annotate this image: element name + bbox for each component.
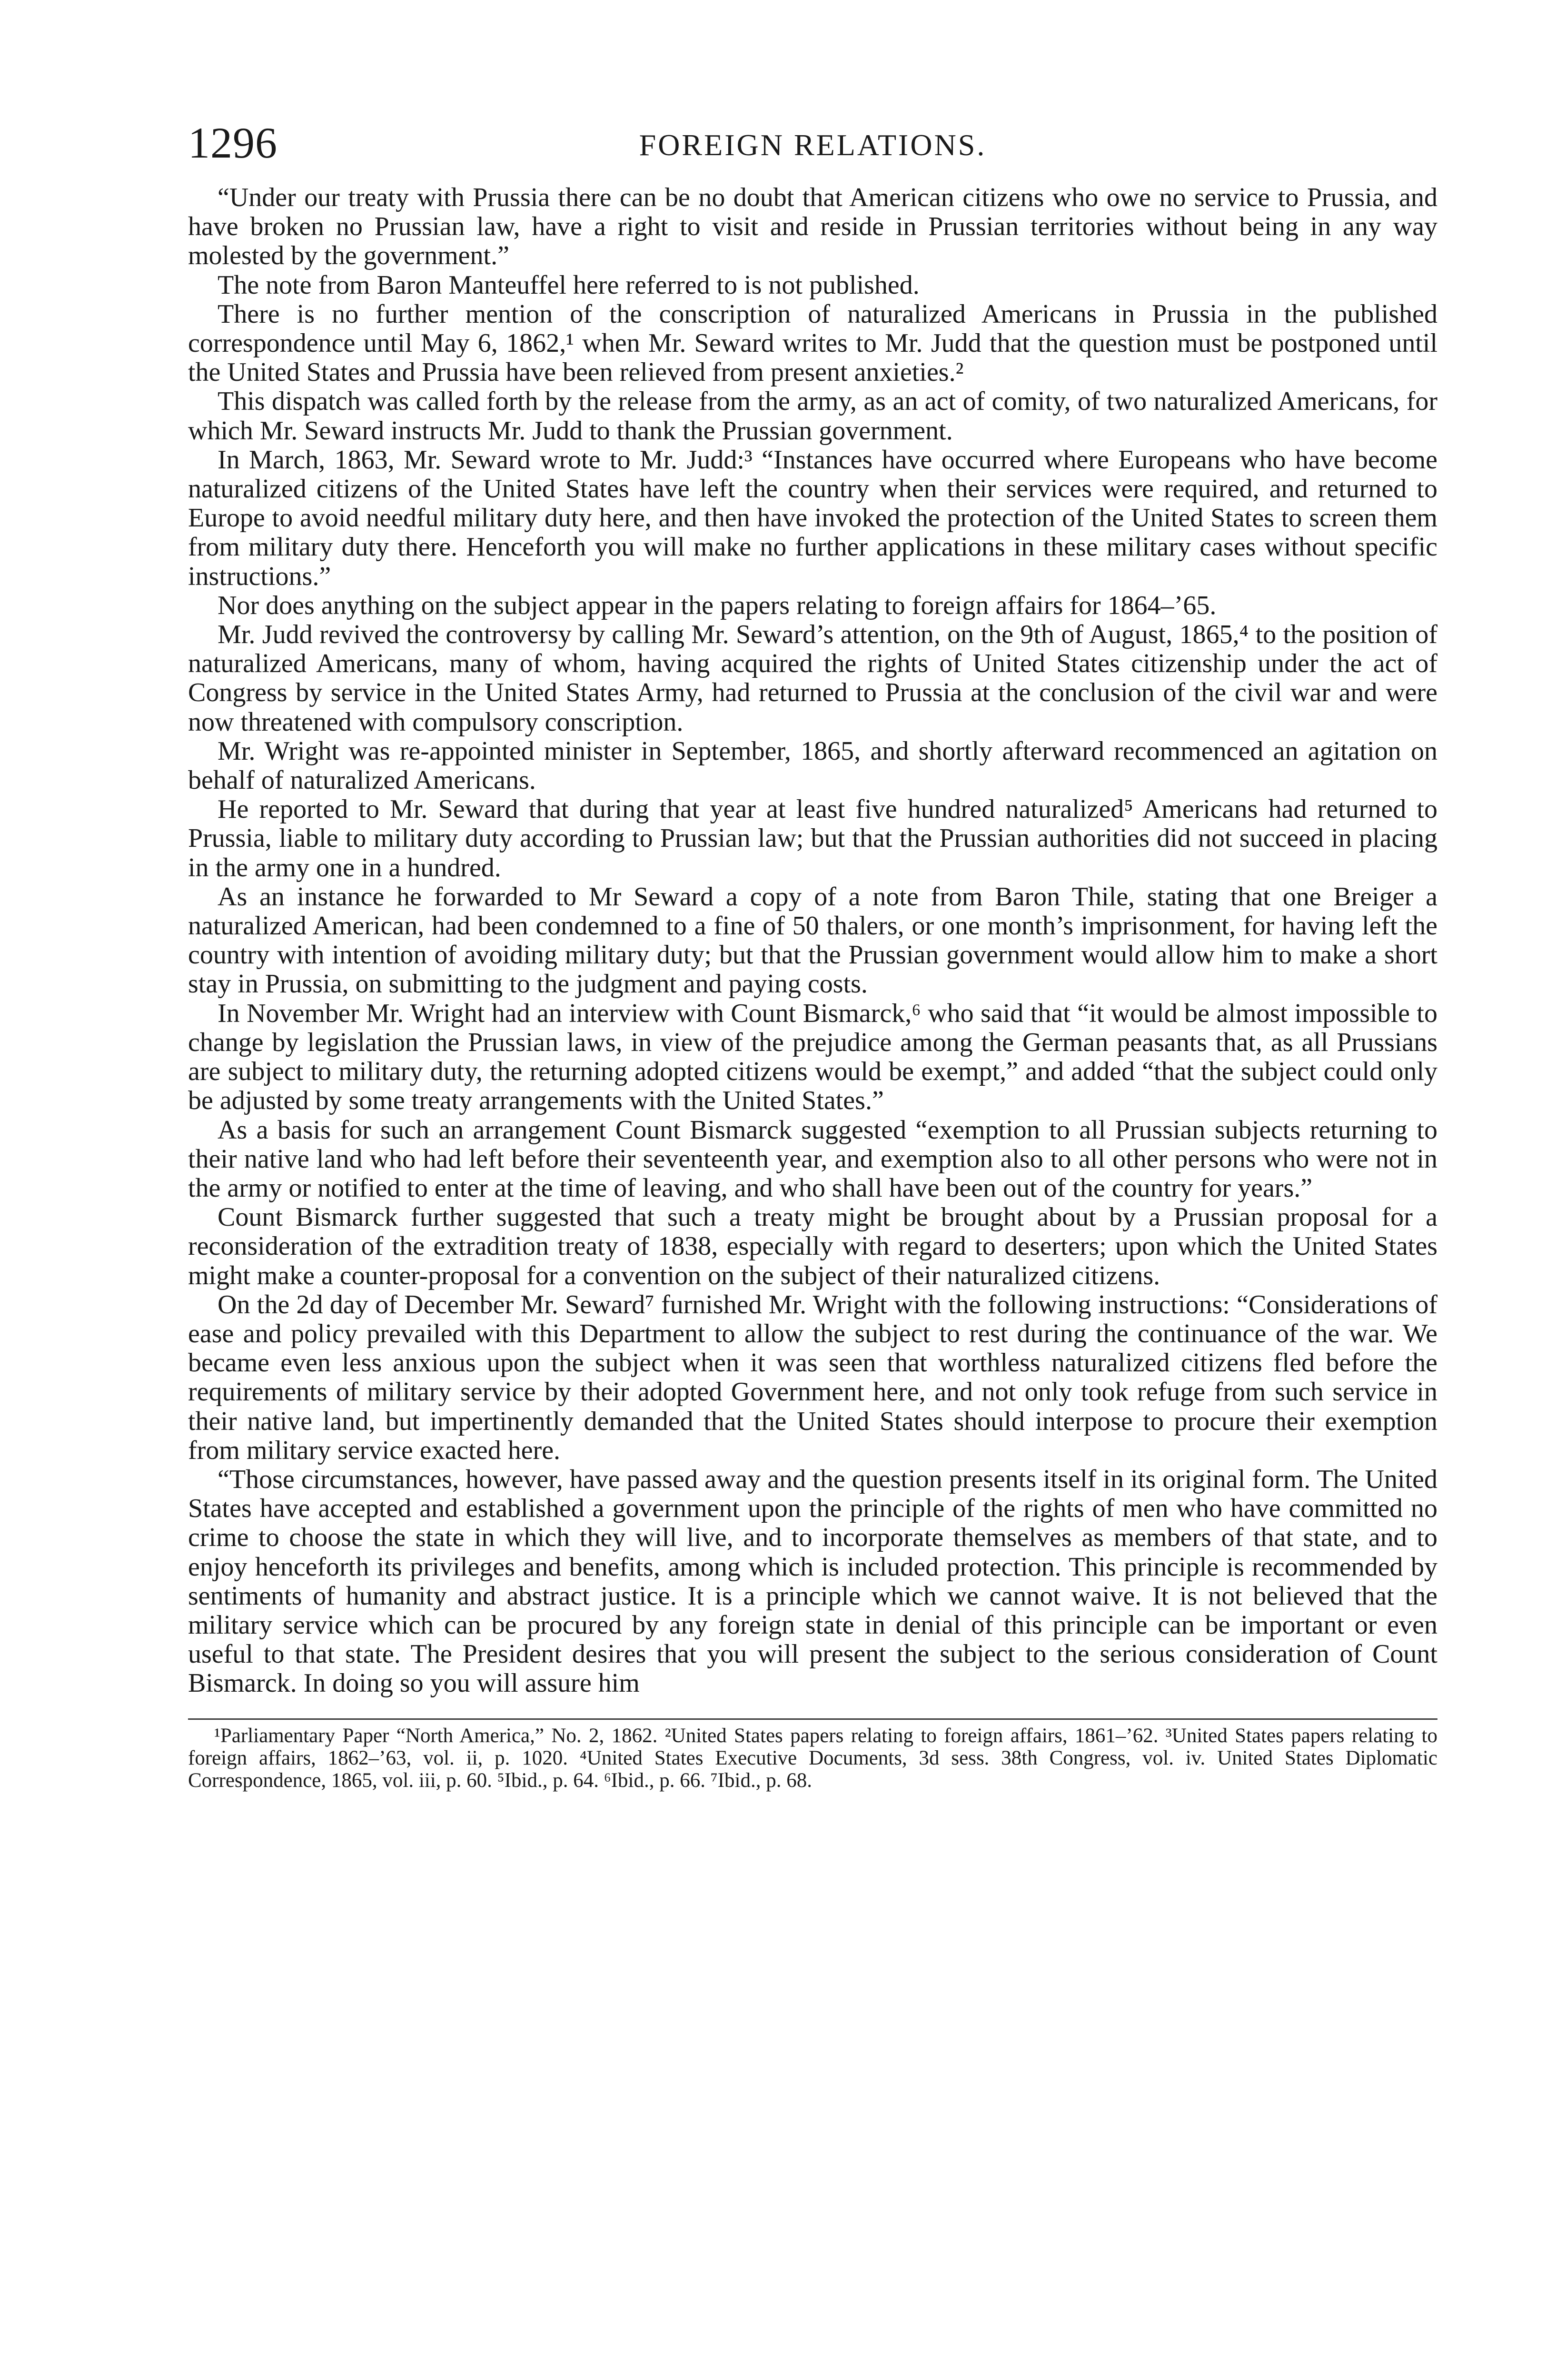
paragraph: There is no further mention of the conscription of naturalized Americans in Prussia in the published correspondence until May 6, 1862,¹ when Mr. Seward writes to Mr. Judd that the question must be postponed until the United States and Prussia have been relieved from present anxieties.² <box>188 299 1437 387</box>
paragraph: In March, 1863, Mr. Seward wrote to Mr. Judd:³ “Instances have occurred where Europeans who have become naturalized citizens of the United States have left the country when their services were required, and returned to Europe to avoid needful military duty here, and then have invoked the protection of the United States to screen them from military duty there. Henceforth you will make no further applications in these military cases without specific instructions.” <box>188 445 1437 591</box>
page-number: 1296 <box>188 119 277 167</box>
paragraph: Nor does anything on the subject appear in the papers relating to foreign affairs for 1864–’65. <box>218 590 1217 620</box>
paragraph: In November Mr. Wright had an interview with Count Bismarck,⁶ who said that “it would be almost impossible to change by legislation the Prussian laws, in view of the prejudice among the German peasants that, as all Prussians are subject to military duty, the returning adopted citizens would be exempt,” and added “that the subject could only be adjusted by some treaty arrangements with the United States.” <box>188 998 1437 1116</box>
running-title: FOREIGN RELATIONS. <box>639 128 987 162</box>
paragraph: The note from Baron Manteuffel here referred to is not published. <box>218 270 920 300</box>
paragraph: “Under our treaty with Prussia there can be no doubt that American citizens who owe no service to Prussia, and have broken no Prussian law, have a right to visit and reside in Prussian territories without being in any way molested by the government.” <box>188 183 1437 271</box>
paragraph: As a basis for such an arrangement Count Bismarck suggested “exemption to all Prussian subjects returning to their native land who had left before their seventeenth year, and exemption also to all other persons who were not in the army or notified to enter at the time of leaving, and who shall have been out of the country for years.” <box>188 1115 1437 1203</box>
footnotes: ¹Parliamentary Paper “North America,” No. 2, 1862. ²United States papers relating to foreign affairs, 1861–’62. ³United States papers relating to foreign affairs, 1862–’63, vol. ii, p. 1020. ⁴United States Executive Documents, 3d sess. 38th Congress, vol. iv. United States Diplomatic Correspondence, 1865, vol. iii, p. 60. ⁵Ibid., p. 64. ⁶Ibid., p. 66. ⁷Ibid., p. 68. <box>188 1724 1437 1792</box>
paragraph: Count Bismarck further suggested that such a treaty might be brought about by a Prussian proposal for a reconsideration of the extradition treaty of 1838, especially with regard to deserters; upon which the United States might make a counter-proposal for a convention on the subject of their naturalized citizens. <box>188 1202 1437 1290</box>
footnote-divider <box>188 1718 1437 1720</box>
body-text <box>188 183 1437 1698</box>
paragraph: Mr. Wright was re-appointed minister in September, 1865, and shortly afterward recommenced an agitation on behalf of naturalized Americans. <box>188 736 1437 795</box>
page-header <box>188 117 1437 174</box>
paragraph: This dispatch was called forth by the release from the army, as an act of comity, of two naturalized Americans, for which Mr. Seward instructs Mr. Judd to thank the Prussian government. <box>188 387 1437 446</box>
paragraph: Mr. Judd revived the controversy by calling Mr. Seward’s attention, on the 9th of August, 1865,⁴ to the position of naturalized Americans, many of whom, having acquired the rights of United States citizenship under the act of Congress by service in the United States Army, had returned to Prussia at the conclusion of the civil war and were now threatened with compulsory conscription. <box>188 620 1437 737</box>
paragraph: As an instance he forwarded to Mr Seward a copy of a note from Baron Thile, stating that one Breiger a naturalized American, had been condemned to a fine of 50 thalers, or one month’s imprisonment, for having left the country with intention of avoiding military duty; but that the Prussian government would allow him to make a short stay in Prussia, on submitting to the judgment and paying costs. <box>188 882 1437 999</box>
paragraph: He reported to Mr. Seward that during that year at least five hundred naturalized⁵ Americans had returned to Prussia, liable to military duty according to Prussian law; but that the Prussian authorities did not succeed in placing in the army one in a hundred. <box>188 794 1437 883</box>
paragraph: On the 2d day of December Mr. Seward⁷ furnished Mr. Wright with the following instructions: “Considerations of ease and policy prevailed with this Department to allow the subject to rest during the continuance of the war. We became even less anxious upon the subject when it was seen that worthless naturalized citizens fled before the requirements of military service by their adopted Government here, and not only took refuge from such service in their native land, but impertinently demanded that the United States should interpose to procure their exemption from military service exacted here. <box>188 1289 1437 1465</box>
document-page <box>188 117 1437 1792</box>
paragraph: “Those circumstances, however, have passed away and the question presents itself in its original form. The United States have accepted and established a government upon the principle of the rights of men who have committed no crime to choose the state in which they will live, and to incorporate themselves as members of that state, and to enjoy henceforth its privileges and benefits, among which is included protection. This principle is recommended by sentiments of humanity and abstract justice. It is a principle which we cannot waive. It is not believed that the military service which can be procured by any foreign state in denial of this principle can be important or even useful to that state. The President desires that you will present the subject to the serious consideration of Count Bismarck. In doing so you will assure him <box>188 1464 1437 1698</box>
